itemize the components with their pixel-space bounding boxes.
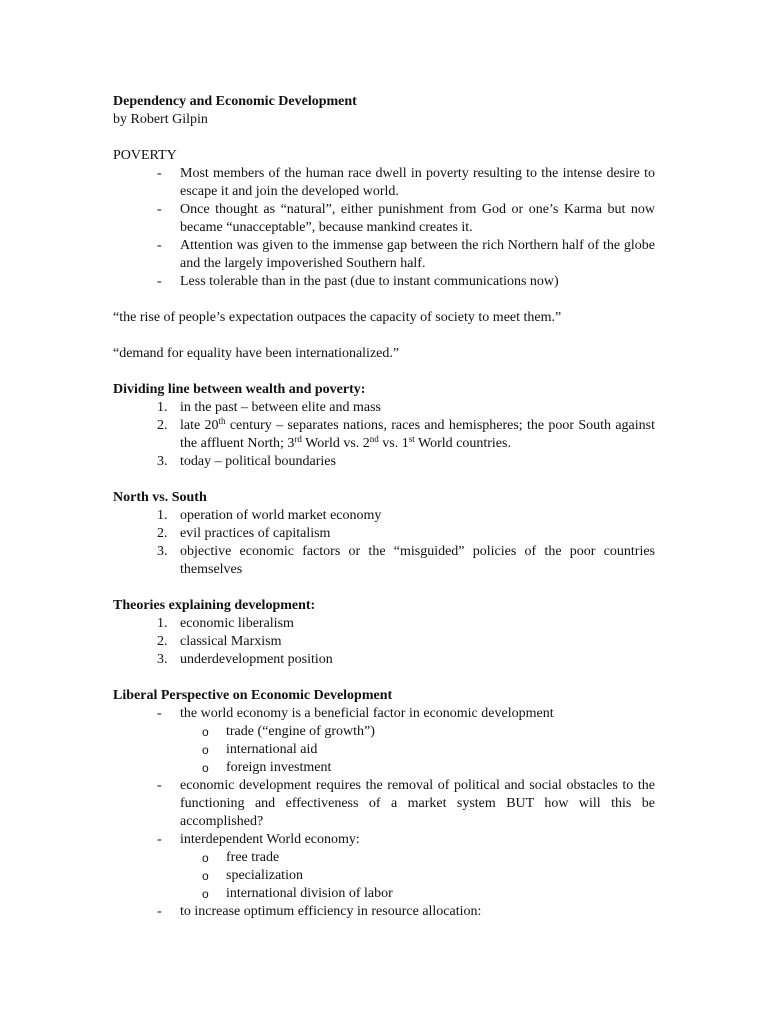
- item-text: to increase optimum efficiency in resource allocation:: [180, 904, 482, 919]
- item-number: 1.: [157, 400, 168, 415]
- text-run: vs. 1: [378, 436, 409, 451]
- document-body: [113, 93, 655, 921]
- item-text: [180, 418, 655, 451]
- sub-list-item: [113, 867, 655, 885]
- list-item: [113, 633, 655, 651]
- list-item: [113, 417, 655, 453]
- item-text: international aid: [226, 742, 318, 757]
- item-text: classical Marxism: [180, 634, 282, 649]
- item-text: interdependent World economy:: [180, 832, 360, 847]
- northsouth-list: [113, 507, 655, 579]
- list-item: [113, 399, 655, 417]
- circle-marker: o: [202, 761, 209, 775]
- item-text: economic liberalism: [180, 616, 294, 631]
- list-item: [113, 777, 655, 831]
- dash-marker: -: [157, 832, 162, 847]
- item-number: 1.: [157, 616, 168, 631]
- item-text: evil practices of capitalism: [180, 526, 331, 541]
- poverty-heading: POVERTY: [113, 148, 177, 163]
- sub-list-item: [113, 723, 655, 741]
- item-text: objective economic factors or the “misguided” policies of the poor countries themselves: [180, 544, 655, 577]
- item-number: 2.: [157, 418, 168, 433]
- text-run: late 20: [180, 418, 219, 433]
- list-item: [113, 273, 655, 291]
- dash-marker: -: [157, 166, 162, 181]
- list-item: [113, 651, 655, 669]
- item-number: 2.: [157, 526, 168, 541]
- dash-marker: -: [157, 274, 162, 289]
- item-text: the world economy is a beneficial factor in economic development: [180, 706, 554, 721]
- item-text: Once thought as “natural”, either punishment from God or one’s Karma but now became “unacceptable”, because mankind creates it.: [180, 202, 655, 235]
- text-run: World vs. 2: [301, 436, 370, 451]
- theories-heading: Theories explaining development:: [113, 598, 316, 613]
- dash-marker: -: [157, 706, 162, 721]
- dash-marker: -: [157, 778, 162, 793]
- superscript: rd: [294, 434, 302, 444]
- doc-author: by Robert Gilpin: [113, 112, 208, 127]
- text-run: World countries.: [414, 436, 511, 451]
- item-text: foreign investment: [226, 760, 332, 775]
- dash-marker: -: [157, 904, 162, 919]
- item-text: Less tolerable than in the past (due to instant communications now): [180, 274, 559, 289]
- item-text: free trade: [226, 850, 280, 865]
- sub-list-item: [113, 759, 655, 777]
- item-text: operation of world market economy: [180, 508, 382, 523]
- theories-list: [113, 615, 655, 669]
- item-number: 3.: [157, 652, 168, 667]
- dash-marker: -: [157, 238, 162, 253]
- circle-marker: o: [202, 725, 209, 739]
- sub-list-item: [113, 849, 655, 867]
- item-number: 1.: [157, 508, 168, 523]
- superscript: nd: [369, 434, 379, 444]
- list-item: [113, 201, 655, 237]
- item-number: 3.: [157, 454, 168, 469]
- dividing-heading: Dividing line between wealth and poverty:: [113, 382, 366, 397]
- item-text: in the past – between elite and mass: [180, 400, 381, 415]
- item-text: international division of labor: [226, 886, 393, 901]
- list-item: [113, 165, 655, 201]
- item-text: trade (“engine of growth”): [226, 724, 375, 739]
- dash-marker: -: [157, 202, 162, 217]
- list-item: [113, 525, 655, 543]
- item-number: 3.: [157, 544, 168, 559]
- list-item: [113, 543, 655, 579]
- item-text: Most members of the human race dwell in poverty resulting to the intense desire to escape it and join the developed world.: [180, 166, 655, 199]
- superscript: st: [408, 434, 415, 444]
- quote-equality: “demand for equality have been internationalized.”: [113, 346, 400, 361]
- item-text: Attention was given to the immense gap between the rich Northern half of the globe and the largely impoverished Southern half.: [180, 238, 655, 271]
- list-item: [113, 507, 655, 525]
- list-item: [113, 615, 655, 633]
- circle-marker: o: [202, 869, 209, 883]
- northsouth-heading: North vs. South: [113, 490, 207, 505]
- list-item: [113, 903, 655, 921]
- item-number: 2.: [157, 634, 168, 649]
- list-item: [113, 831, 655, 849]
- item-text: specialization: [226, 868, 303, 883]
- liberal-heading: Liberal Perspective on Economic Development: [113, 688, 393, 703]
- superscript: th: [218, 416, 226, 426]
- list-item: [113, 705, 655, 723]
- circle-marker: o: [202, 887, 209, 901]
- list-item: [113, 453, 655, 471]
- liberal-list: [113, 705, 655, 921]
- item-text: economic development requires the removal of political and social obstacles to the functioning and effectiveness of a market system BUT how will this be accomplished?: [180, 778, 655, 829]
- item-text: today – political boundaries: [180, 454, 336, 469]
- list-item: [113, 237, 655, 273]
- circle-marker: o: [202, 851, 209, 865]
- text-run: century – separates nations, races and hemispheres; the poor South against the affluent North; 3: [180, 418, 655, 451]
- circle-marker: o: [202, 743, 209, 757]
- sub-list-item: [113, 741, 655, 759]
- poverty-list: [113, 165, 655, 291]
- item-text: underdevelopment position: [180, 652, 333, 667]
- quote-expectation: “the rise of people’s expectation outpaces the capacity of society to meet them.”: [113, 310, 562, 325]
- sub-list-item: [113, 885, 655, 903]
- doc-title: Dependency and Economic Development: [113, 94, 357, 109]
- dividing-list: [113, 399, 655, 471]
